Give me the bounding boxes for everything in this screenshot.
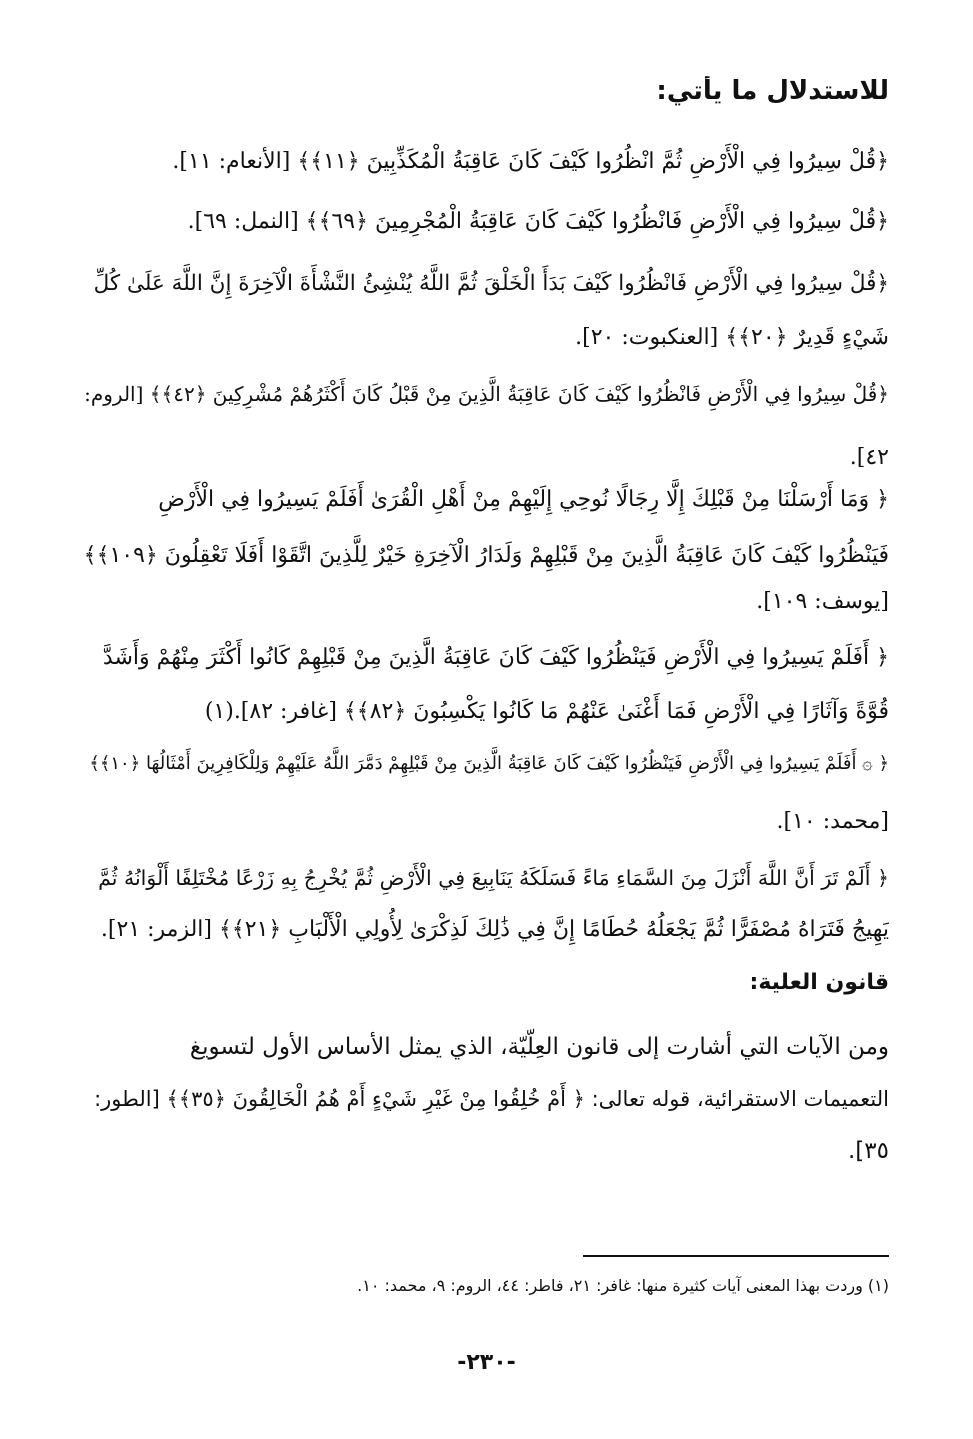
verse-ghafir-82-line2: قُوَّةً وَآثَارًا فِي الْأَرْضِ فَمَا أَغْنَىٰ عَنْهُمْ مَا كَانُوا يَكْسِبُونَ ﴿٨٢﴾﴾ [غافر: ٨٢].(١) [204,699,889,724]
intro-line: للاستدلال ما يأتي: [656,76,889,106]
verse-anam-11: ﴿قُلْ سِيرُوا فِي الْأَرْضِ ثُمَّ انْظُرُوا كَيْفَ كَانَ عَاقِبَةُ الْمُكَذِّبِينَ ﴿١١﴾﴾ [الأنعام: ١١]. [172,149,889,174]
section-heading: قانون العلية: [749,970,889,995]
verse-yusuf-109-line3: [يوسف: ١٠٩]. [756,589,889,614]
verse-ankabut-20-line2: شَيْءٍ قَدِيرٌ ﴿٢٠﴾﴾ [العنكبوت: ٢٠]. [575,325,889,350]
verse-yusuf-109-line1: ﴿ وَمَا أَرْسَلْنَا مِنْ قَبْلِكَ إِلَّا رِجَالًا نُوحِي إِلَيْهِمْ مِنْ أَهْلِ الْقُرَىٰ أَفَلَمْ يَسِيرُوا فِي الْأَرْضِ [158,487,889,512]
verse-yusuf-109-line2: فَيَنْظُرُوا كَيْفَ كَانَ عَاقِبَةُ الَّذِينَ مِنْ قَبْلِهِمْ وَلَدَارُ الْآخِرَةِ خَيْرٌ لِلَّذِينَ اتَّقَوْا أَفَلَا تَعْقِلُونَ ﴿١٠٩﴾﴾ [83,543,889,568]
verse-muhammad-10-line2: [محمد: ١٠]. [776,809,889,834]
page-number: -٢٣٠- [457,1350,516,1375]
verse-zumar-21-line1: ﴿ أَلَمْ تَرَ أَنَّ اللَّهَ أَنْزَلَ مِنَ السَّمَاءِ مَاءً فَسَلَكَهُ يَنَابِيعَ فِي الْأَرْضِ ثُمَّ يُخْرِجُ بِهِ زَرْعًا مُخْتَلِفًا أَلْوَانُهُ ثُمَّ [98,866,889,890]
paragraph-line-3: ٣٥]. [847,1138,889,1164]
verse-ghafir-82-line1: ﴿ أَفَلَمْ يَسِيرُوا فِي الْأَرْضِ فَيَنْظُرُوا كَيْفَ كَانَ عَاقِبَةُ الَّذِينَ مِنْ قَبْلِهِمْ كَانُوا أَكْثَرَ مِنْهُمْ وَأَشَدَّ [102,645,889,670]
verse-zumar-21-line2: يَهِيجُ فَتَرَاهُ مُصْفَرًّا ثُمَّ يَجْعَلُهُ حُطَامًا إِنَّ فِي ذَٰلِكَ لَذِكْرَىٰ لِأُولِي الْأَلْبَابِ ﴿٢١﴾﴾ [الزمر: ٢١]. [100,917,889,942]
paragraph-line-2: التعميمات الاستقرائية، قوله تعالى: ﴿ أَمْ خُلِقُوا مِنْ غَيْرِ شَيْءٍ أَمْ هُمُ الْخَالِقُونَ ﴿٣٥﴾﴾ [الطور: [94,1087,889,1111]
paragraph-line-1: ومن الآيات التي أشارت إلى قانون العِلّيّة، الذي يمثل الأساس الأول لتسويغ [189,1034,889,1060]
verse-rum-42-line2: ٤٢]. [849,445,889,470]
verse-ankabut-20-line1: ﴿قُلْ سِيرُوا فِي الْأَرْضِ فَانْظُرُوا كَيْفَ بَدَأَ الْخَلْقَ ثُمَّ اللَّهُ يُنْشِئُ النَّشْأَةَ الْآخِرَةَ إِنَّ اللَّهَ عَلَىٰ كُلِّ [93,271,889,296]
footnote-separator [583,1255,889,1257]
verse-naml-69: ﴿قُلْ سِيرُوا فِي الْأَرْضِ فَانْظُرُوا كَيْفَ كَانَ عَاقِبَةُ الْمُجْرِمِينَ ﴿٦٩﴾﴾ [النمل: ٦٩]. [187,209,889,234]
footnote: (١) وردت بهذا المعنى آيات كثيرة منها: غافر: ٢١، فاطر: ٤٤، الروم: ٩، محمد: ١٠. [357,1276,889,1295]
verse-muhammad-10-line1: ﴿ ۞ أَفَلَمْ يَسِيرُوا فِي الْأَرْضِ فَيَنْظُرُوا كَيْفَ كَانَ عَاقِبَةُ الَّذِينَ مِنْ قَبْلِهِمْ دَمَّرَ اللَّهُ عَلَيْهِمْ وَلِلْكَافِرِينَ أَمْثَالُهَا ﴿١٠﴾﴾ [89,753,889,774]
verse-rum-42-line1: ﴿قُلْ سِيرُوا فِي الْأَرْضِ فَانْظُرُوا كَيْفَ كَانَ عَاقِبَةُ الَّذِينَ مِنْ قَبْلُ كَانَ أَكْثَرُهُمْ مُشْرِكِينَ ﴿٤٢﴾﴾ [الروم: [84,382,889,406]
